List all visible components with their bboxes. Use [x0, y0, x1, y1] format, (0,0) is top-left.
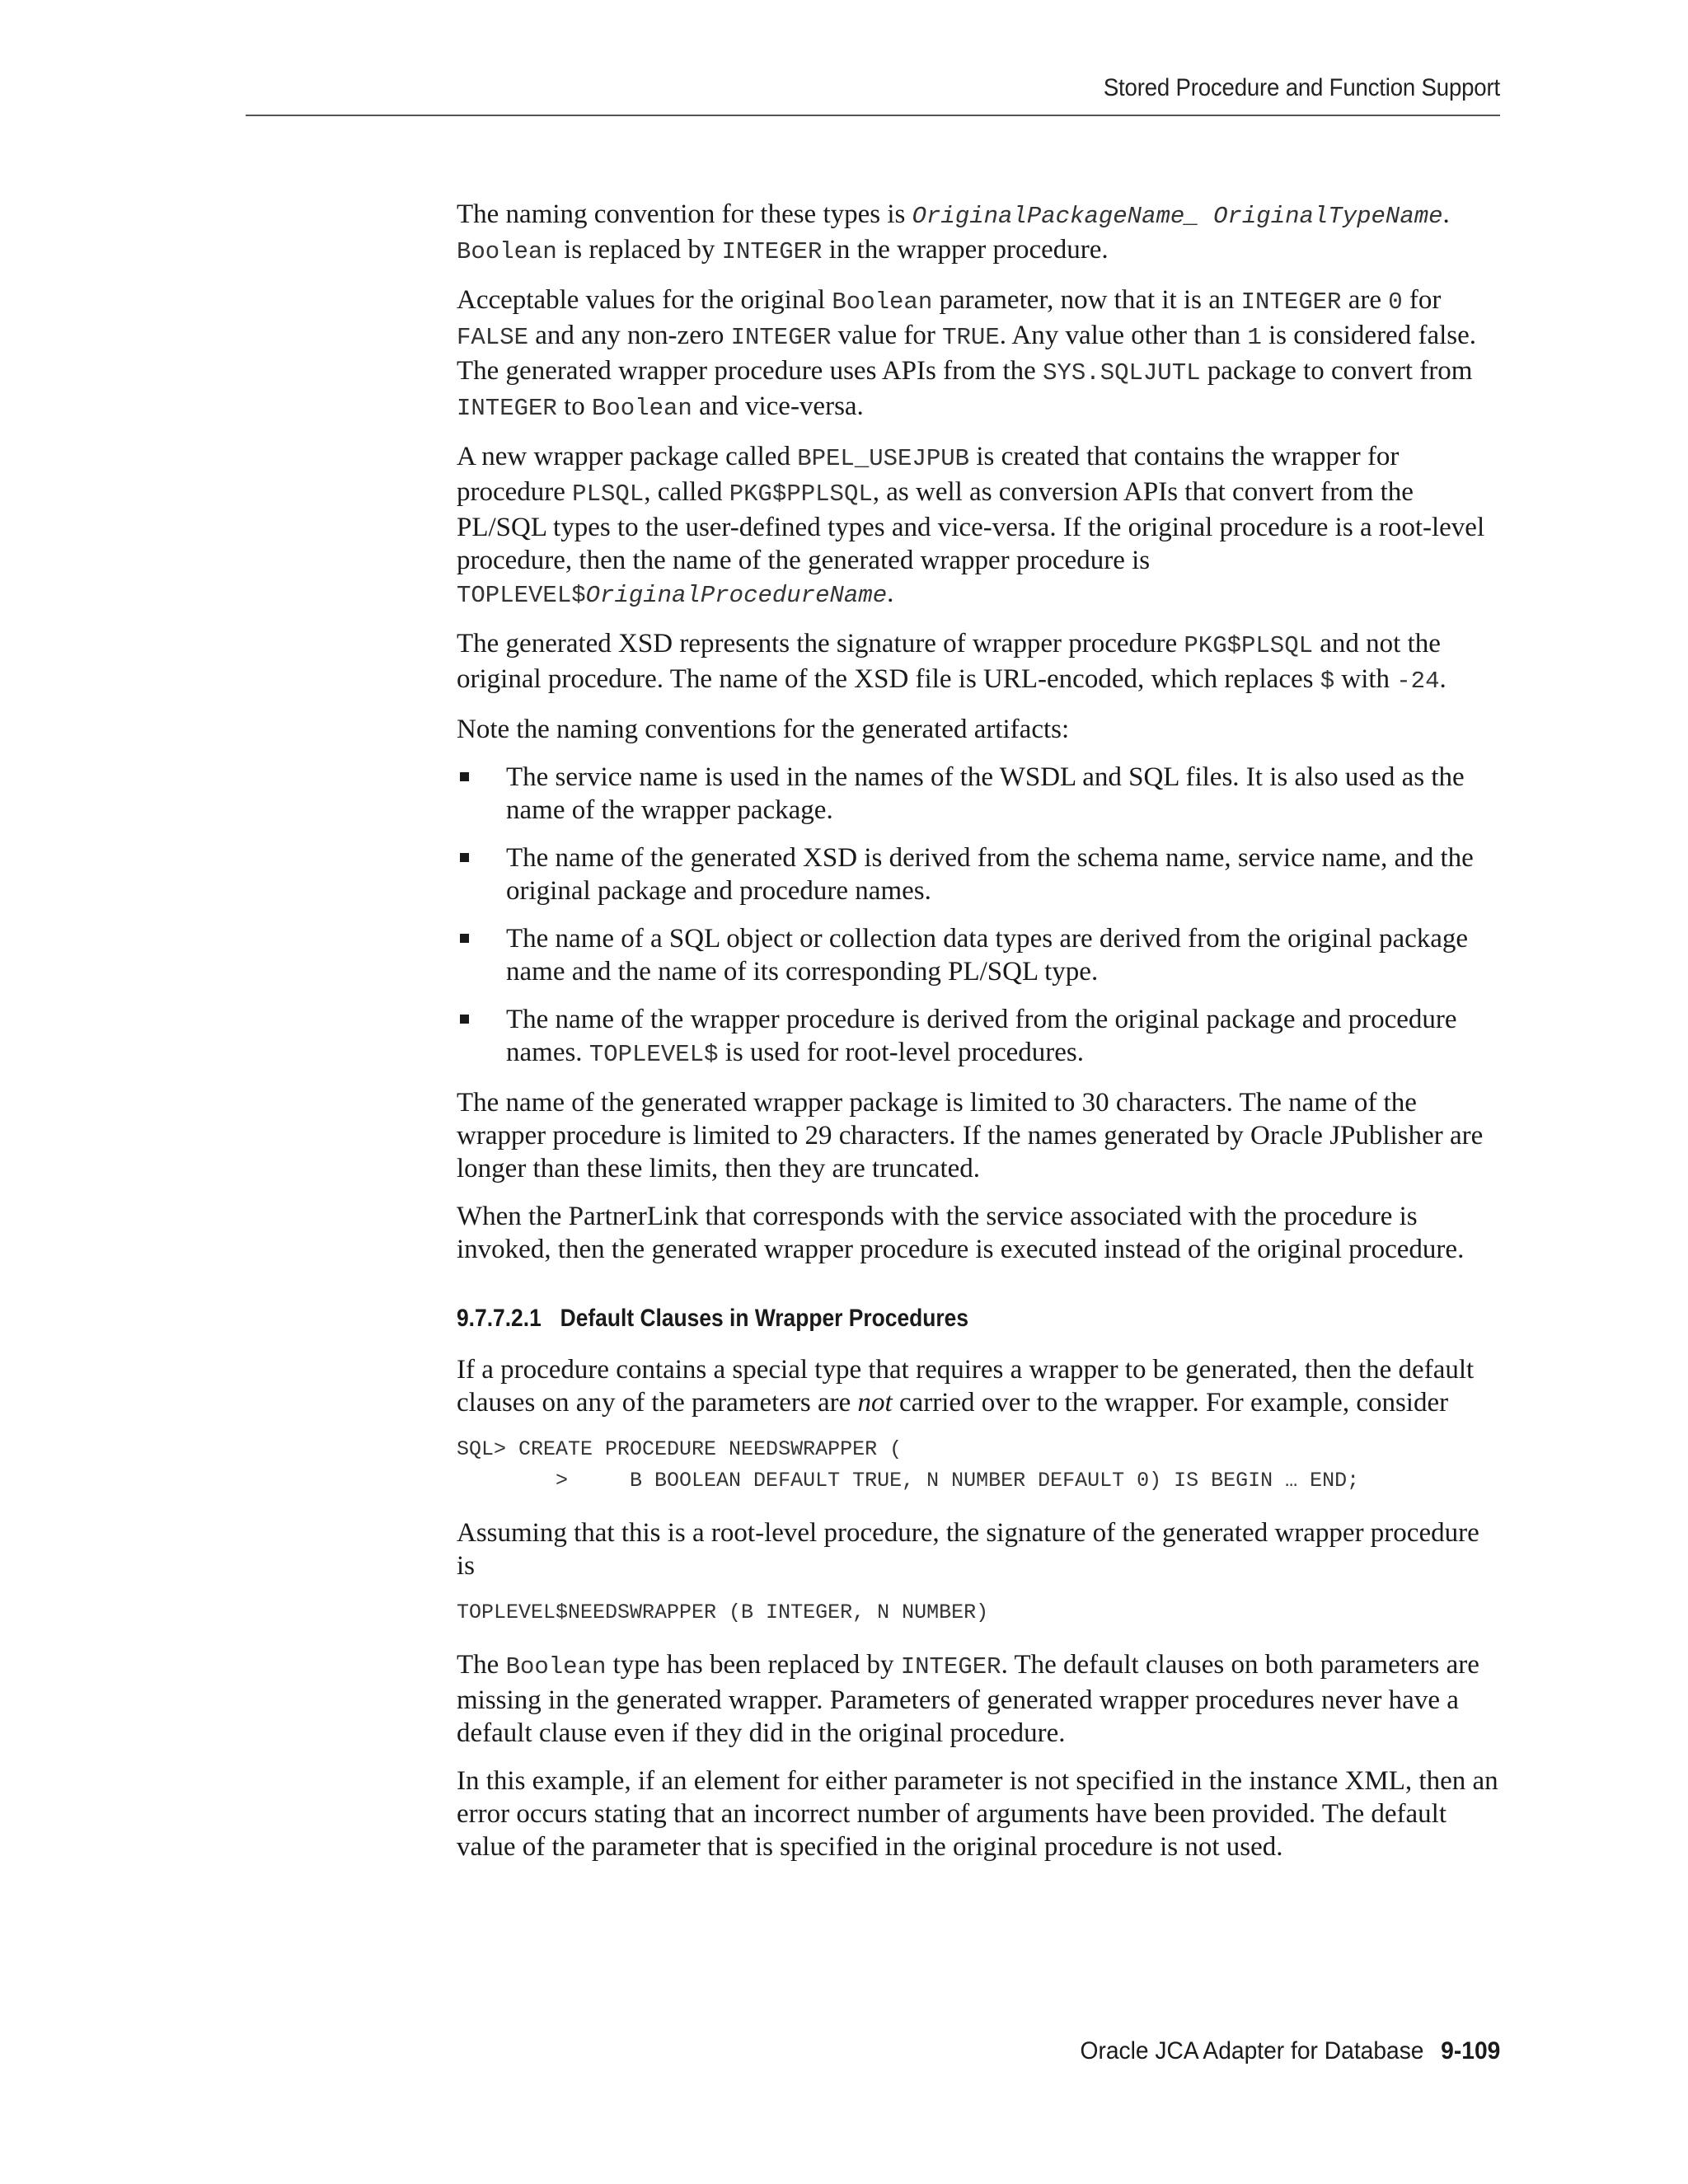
code-term: TOPLEVEL$: [588, 1041, 719, 1068]
bullet-square-icon: [460, 853, 469, 862]
paragraph-naming-intro: Note the naming conventions for the generated artifacts:: [457, 715, 1070, 744]
code-term: BPEL_USEJPUB: [797, 445, 970, 472]
code-term: TOPLEVEL$: [457, 582, 586, 609]
code-term: INTEGER: [730, 324, 832, 351]
list-item: The name of the generated XSD is derived from the schema name, service name, and the original package and procedure names.: [457, 841, 1503, 907]
code-example-create-procedure: SQL> CREATE PROCEDURE NEEDSWRAPPER ( > B BOOLEAN DEFAULT TRUE, N NUMBER DEFAULT 0) IS BEGIN … END;: [457, 1437, 1360, 1493]
code-term: Boolean: [592, 395, 692, 422]
paragraph-default-clauses: If a procedure contains a special type that requires a wrapper to be generated, then the default clauses on any of the parameters are not carried over to the wrapper. For example, consider: [457, 1355, 1475, 1418]
code-term: PKG$PLSQL: [1184, 632, 1314, 659]
paragraph-root-level-signature: Assuming that this is a root-level procedure, the signature of the generated wrapper procedure is: [457, 1518, 1479, 1581]
code-term: TRUE: [942, 324, 1000, 351]
list-item: The name of the wrapper procedure is derived from the original package and procedure names. TOPLEVEL$ is used for root-level procedures.: [457, 1003, 1503, 1071]
header-divider: [246, 115, 1500, 116]
footer-book-title: Oracle JCA Adapter for Database: [1080, 2037, 1424, 2064]
page-body: [457, 198, 1503, 1878]
code-term: OriginalProcedureName: [585, 582, 888, 609]
list-item: The service name is used in the names of the WSDL and SQL files. It is also used as the name of the wrapper package.: [457, 761, 1503, 827]
emphasis-not: not: [857, 1388, 893, 1418]
paragraph-naming-convention: The naming convention for these types is OriginalPackageName_ OriginalTypeName. Boolean is replaced by INTEGER in the wrapper procedure.: [457, 199, 1450, 265]
paragraph-partnerlink: When the PartnerLink that corresponds with the service associated with the procedure is invoked, then the generated wrapper procedure is executed instead of the original procedure.: [457, 1202, 1465, 1264]
code-example-wrapper-signature: TOPLEVEL$NEEDSWRAPPER (B INTEGER, N NUMBER): [457, 1601, 989, 1624]
section-title: Default Clauses in Wrapper Procedures: [560, 1305, 969, 1332]
code-term: INTEGER: [900, 1653, 1001, 1680]
section-number: 9.7.7.2.1: [457, 1305, 542, 1332]
paragraph-name-limits: The name of the generated wrapper package is limited to 30 characters. The name of the wrapper procedure is limited to 29 characters. If the names generated by Oracle JPublisher are longer than these limits, then they are truncated.: [457, 1088, 1484, 1183]
section-heading: [457, 1302, 1378, 1335]
list-item: The name of a SQL object or collection data types are derived from the original package name and the name of its corresponding PL/SQL type.: [457, 922, 1503, 988]
code-term: 1: [1247, 324, 1262, 351]
paragraph-error-example: In this example, if an element for either parameter is not specified in the instance XML, then an error occurs stating that an incorrect number of arguments have been provided. The default value of the parameter that is specified in the original procedure is not used.: [457, 1766, 1498, 1862]
running-header: Stored Procedure and Function Support: [1103, 74, 1500, 101]
code-term: -24: [1396, 668, 1440, 695]
code-term: Boolean: [832, 288, 933, 316]
bullet-square-icon: [460, 1015, 469, 1024]
bullet-square-icon: [460, 934, 469, 943]
code-term: FALSE: [457, 324, 529, 351]
code-term: OriginalPackageName_ OriginalTypeName: [912, 203, 1443, 230]
code-term: SYS.SQLJUTL: [1043, 359, 1201, 387]
naming-conventions-list: [457, 761, 1503, 1071]
page-number: 9-109: [1440, 2037, 1500, 2064]
code-term: INTEGER: [721, 238, 823, 265]
code-term: PKG$PPLSQL: [729, 480, 873, 508]
code-term: PLSQL: [572, 480, 645, 508]
paragraph-boolean-replaced: The Boolean type has been replaced by INTEGER. The default clauses on both parameters are missing in the generated wrapper. Parameters of generated wrapper procedures never have a default clause even if they did in the original procedure.: [457, 1650, 1479, 1748]
code-term: INTEGER: [457, 395, 557, 422]
paragraph-wrapper-package: A new wrapper package called BPEL_USEJPUB is created that contains the wrapper for procedure PLSQL, called PKG$PPLSQL, as well as conversion APIs that convert from the PL/SQL types to the user-defined types and vice-versa. If the original procedure is a root-level procedure, then the name of the generated wrapper procedure is TOPLEVEL$OriginalProcedureName.: [457, 442, 1485, 609]
page-footer: [1080, 2037, 1500, 2065]
code-term: Boolean: [505, 1653, 607, 1680]
code-term: INTEGER: [1240, 288, 1342, 316]
bullet-square-icon: [460, 772, 469, 781]
code-term: $: [1320, 668, 1335, 695]
code-term: 0: [1388, 288, 1403, 316]
paragraph-acceptable-values: Acceptable values for the original Boolean parameter, now that it is an INTEGER are 0 for FALSE and any non-zero INTEGER value for TRUE. Any value other than 1 is considered false. The generated wrapper procedure uses APIs from the SYS.SQLJUTL package to convert from INTEGER to Boolean and vice-versa.: [457, 285, 1476, 422]
paragraph-generated-xsd: The generated XSD represents the signature of wrapper procedure PKG$PLSQL and not the original procedure. The name of the XSD file is URL-encoded, which replaces $ with -24.: [457, 629, 1447, 695]
code-term: Boolean: [457, 238, 557, 265]
